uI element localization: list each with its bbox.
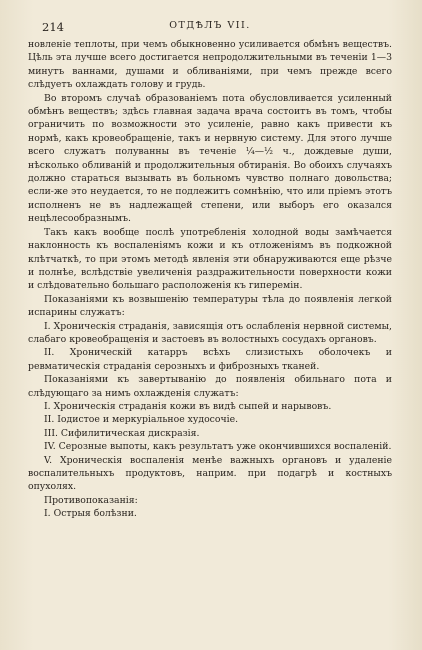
running-head: ОТДѢЛЪ VII. — [169, 20, 251, 31]
list-item: II. Хроническій катарръ всѣхъ слизистыхъ оболочекъ и ревматическія страданія серозныхъ и фиброзныхъ тканей. — [28, 347, 392, 372]
page-header — [28, 18, 392, 38]
list-item: III. Сифилитическая дискразія. — [44, 427, 200, 439]
list-item: I. Хроническія страданія, зависящія отъ ослабленія нервной системы, слабаго кровеобращенія и застоевъ въ волостныхъ сосудахъ органовъ. — [28, 320, 392, 345]
list-item: I. Хроническія страданія кожи въ видѣ сыпей и нарывовъ. — [44, 400, 332, 412]
paragraph: Показаніями къ завертыванію до появленія обильнаго пота и слѣдующаго за нимъ охлажденія служатъ: — [28, 374, 392, 399]
list-item: V. Хроническія воспаленія менѣе важныхъ органовъ и удаленіе воспалительныхъ продуктовъ, наприм. при подагрѣ и костныхъ опухолях. — [28, 454, 392, 493]
paragraph: новленіе теплоты, при чемъ обыкновенно усиливается обмѣнъ веществъ. Цѣль эта лучше всего достигается непродолжительными въ теченіи 1—3 минутъ ваннами, душами и обливаніями, при чемъ прежде всего слѣдуетъ охлаждать голову и грудь. — [28, 39, 392, 91]
paragraph: Такъ какъ вообще послѣ употребленія холодной воды замѣчается наклонность къ воспаленіямъ кожи и къ отложеніямъ въ подкожной клѣтчаткѣ, то при этомъ методѣ явленія эти обнаруживаются еще рѣзче и полнѣе, вслѣдствіе увеличенія раздражительности поверхности кожи и слѣдовательно большаго расположенія къ гиперемін. — [28, 226, 392, 292]
page-body — [28, 38, 392, 521]
list-item: I. Острыя болѣзни. — [44, 508, 137, 520]
list-item: II. Іодистое и меркуріальное худосочіе. — [44, 414, 239, 426]
paragraph: Во второмъ случаѣ образованіемъ пота обусловливается усиленный обмѣнъ веществъ; здѣсь главная задача врача состоитъ въ томъ, чтобы ограничить по возможности это усиленіе, равно какъ привести къ нормѣ, какъ кровеобращеніе, такъ и нервную систему. Для этого лучше всего служатъ полуванны въ теченіе ¼—½ ч., дождевые души, нѣсколько обливаній и продолжительныя обтиранія. Во обоихъ случаяхъ должно стараться вызывать въ больномъ чувство полнаго довольства; если-же это неудается, то не подлежитъ сомнѣнію, что или пріемъ этотъ исполненъ не въ надлежащей степени, или выборъ его оказался нецѣлесообразнымъ. — [28, 92, 392, 225]
paragraph: Показаніями къ возвышенію температуры тѣла до появленія легкой испарины служатъ: — [28, 293, 392, 319]
page-number: 214 — [42, 20, 64, 34]
section-heading: Противопоказанія: — [44, 494, 138, 506]
list-item: IV. Серозные выпоты, какъ результатъ уже окончившихся воспаленій. — [44, 441, 392, 453]
